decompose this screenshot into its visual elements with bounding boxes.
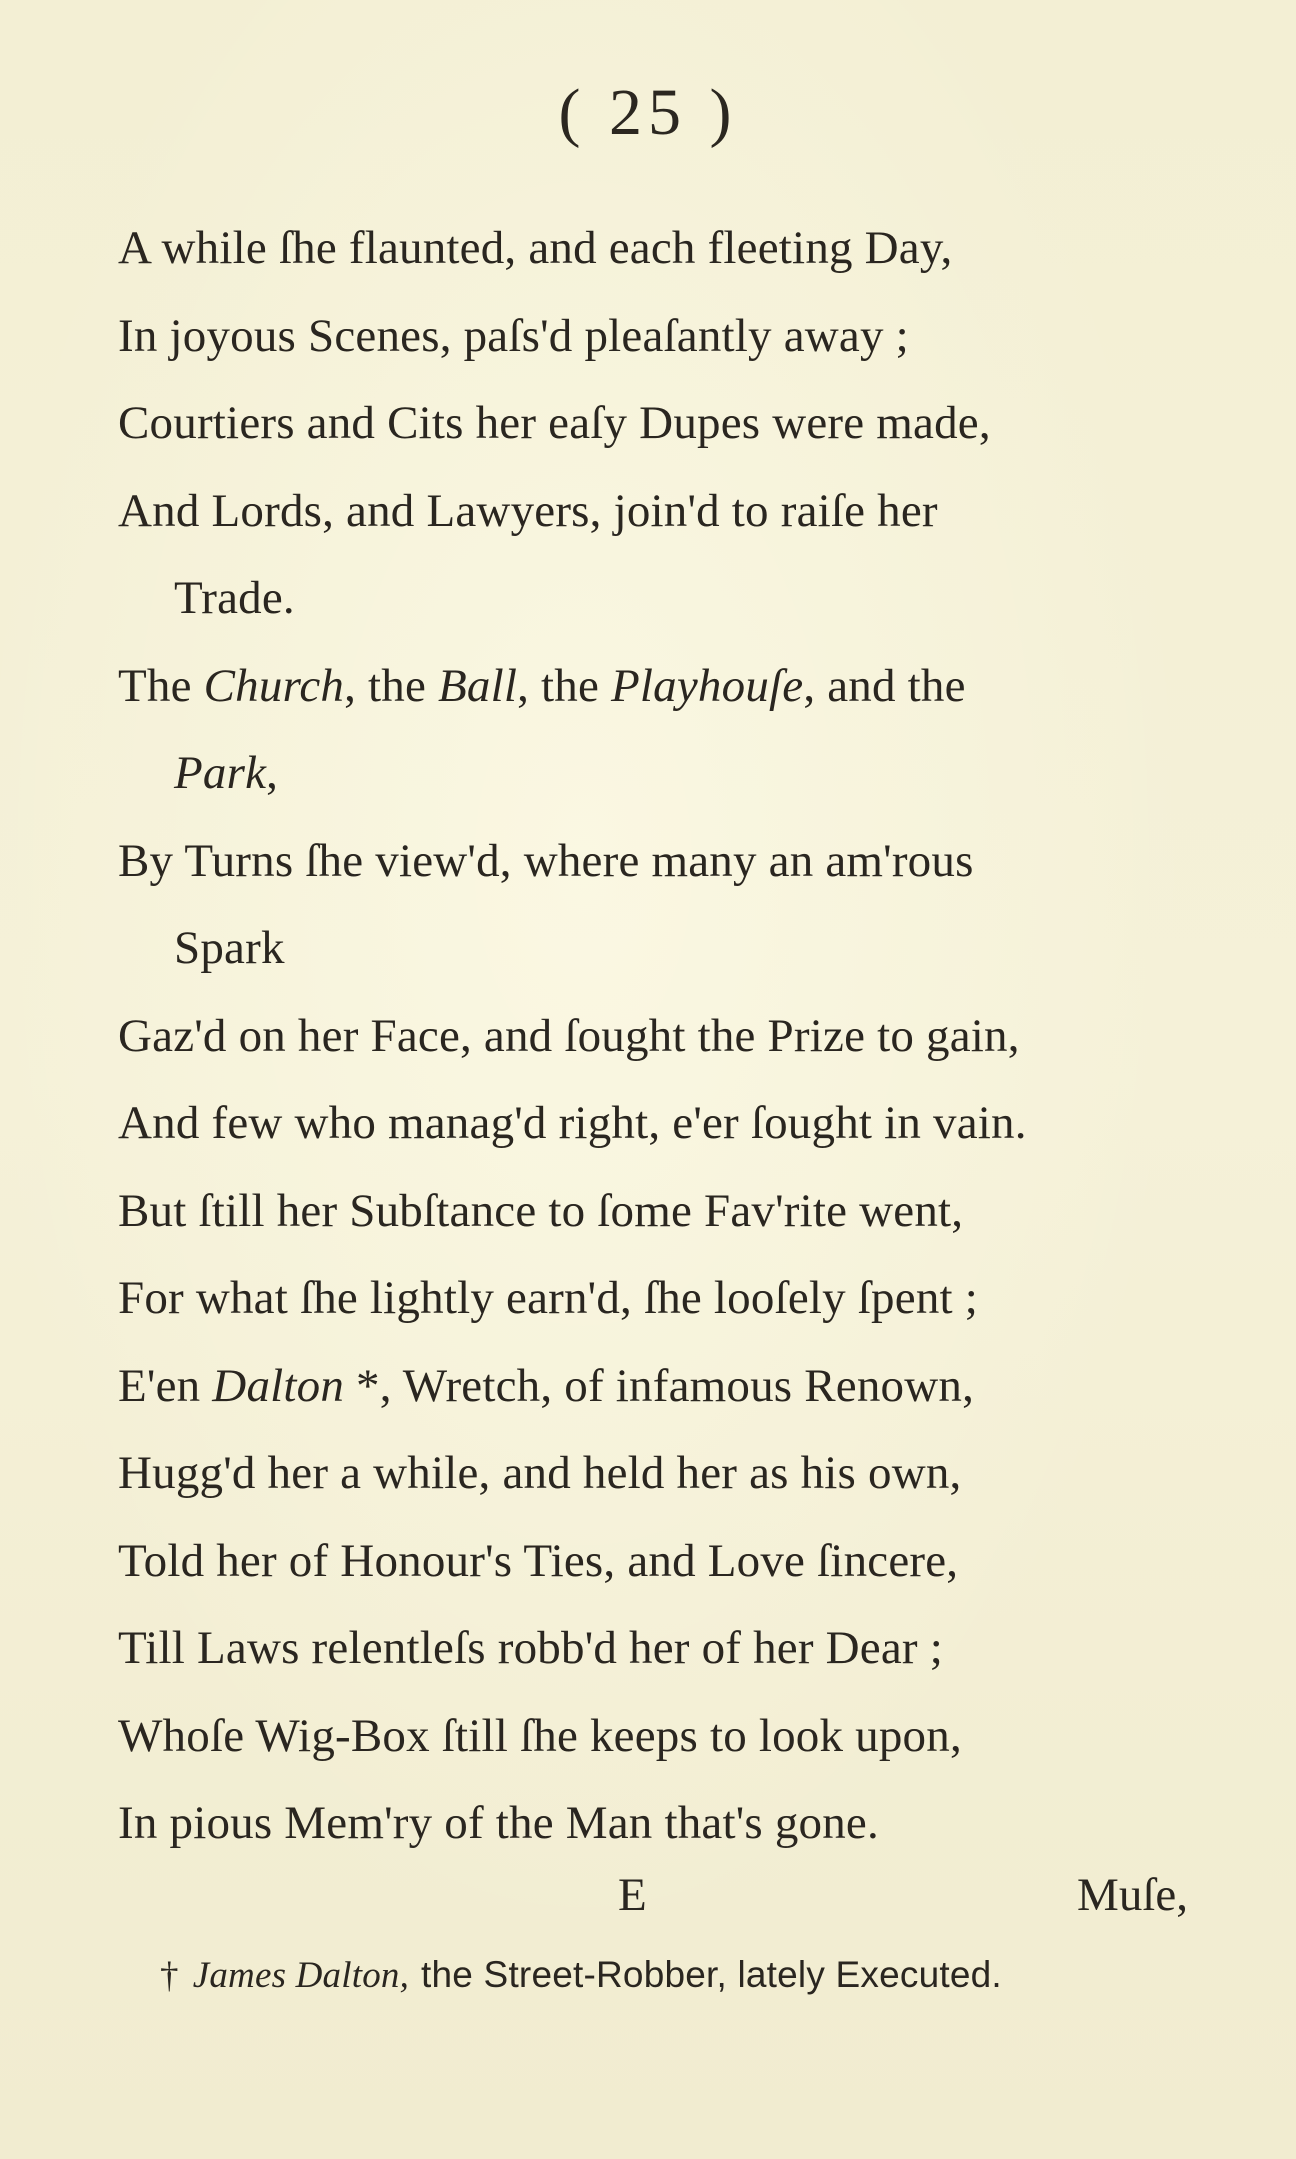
line-text: A while ſhe flaunted, and each fleeting Day, — [118, 222, 953, 274]
footnote-name: James Dalton, — [192, 1955, 410, 1996]
line-text: E'en — [118, 1359, 213, 1412]
italic-word: Park — [174, 747, 267, 799]
footnote — [160, 1950, 1002, 2001]
catchword: Muſe, — [1077, 1869, 1188, 1921]
poem-line — [118, 1693, 1188, 1781]
signature-mark: E — [618, 1869, 647, 1921]
poem-line — [118, 1080, 1188, 1168]
poem-line — [118, 1343, 1188, 1431]
poem-line — [118, 643, 1188, 731]
line-text: , — [266, 747, 279, 799]
poem-line — [118, 293, 1188, 381]
line-text: In joyous Scenes, paſs'd pleaſantly away ; — [118, 309, 909, 362]
line-text: Courtiers and Cits her eaſy Dupes were made, — [118, 397, 991, 449]
italic-word: Ball — [437, 659, 518, 712]
line-text: But ſtill her Subſtance to ſome Fav'rite went, — [118, 1184, 964, 1237]
line-text: Told her of Honour's Ties, and Love ſincere, — [118, 1534, 959, 1587]
line-text: The — [118, 659, 204, 712]
line-text: Hugg'd her a while, and held her as his own, — [118, 1447, 962, 1499]
poem-line — [118, 468, 1188, 556]
poem-line — [118, 993, 1188, 1081]
line-text: Gaz'd on her Face, and ſought the Prize to gain, — [118, 1009, 1020, 1062]
poem-line — [118, 1518, 1188, 1606]
catch-line — [118, 1860, 1188, 1930]
poem-line — [118, 1168, 1188, 1256]
poem-line — [118, 905, 1188, 993]
page-number: ( 25 ) — [558, 76, 738, 149]
poem-line — [118, 380, 1188, 468]
line-text: For what ſhe lightly earn'd, ſhe looſely ſpent ; — [118, 1272, 978, 1324]
poem-line — [118, 205, 1188, 293]
poem-line — [118, 1605, 1188, 1693]
dagger-mark: † — [160, 1955, 179, 1996]
poem-body — [118, 205, 1188, 1868]
line-text: By Turns ſhe view'd, where many an am'rous — [118, 834, 974, 887]
italic-word: Dalton — [212, 1359, 345, 1412]
poem-line — [118, 1430, 1188, 1518]
poem-line — [118, 730, 1188, 818]
footnote-text: the Street-Robber, lately Executed. — [421, 1954, 1002, 1995]
line-text: , the — [344, 659, 438, 712]
italic-word: Playhouſe — [610, 659, 804, 712]
line-text: In pious Mem'ry of the Man that's gone. — [118, 1797, 879, 1849]
poem-line — [118, 818, 1188, 906]
line-text: , and the — [803, 659, 966, 712]
line-text: , the — [517, 659, 611, 712]
line-text: Spark — [174, 922, 285, 974]
line-text: Whoſe Wig-Box ſtill ſhe keeps to look upon, — [118, 1709, 962, 1762]
poem-line — [118, 1780, 1188, 1868]
line-text: Trade. — [174, 572, 295, 624]
poem-line — [118, 555, 1188, 643]
line-text: *, Wretch, of infamous Renown, — [344, 1359, 975, 1412]
line-text: And few who manag'd right, e'er ſought in vain. — [118, 1097, 1027, 1149]
italic-word: Church — [203, 659, 345, 712]
poem-line — [118, 1255, 1188, 1343]
line-text: And Lords, and Lawyers, join'd to raiſe her — [118, 484, 938, 537]
line-text: Till Laws relentleſs robb'd her of her Dear ; — [118, 1622, 943, 1674]
